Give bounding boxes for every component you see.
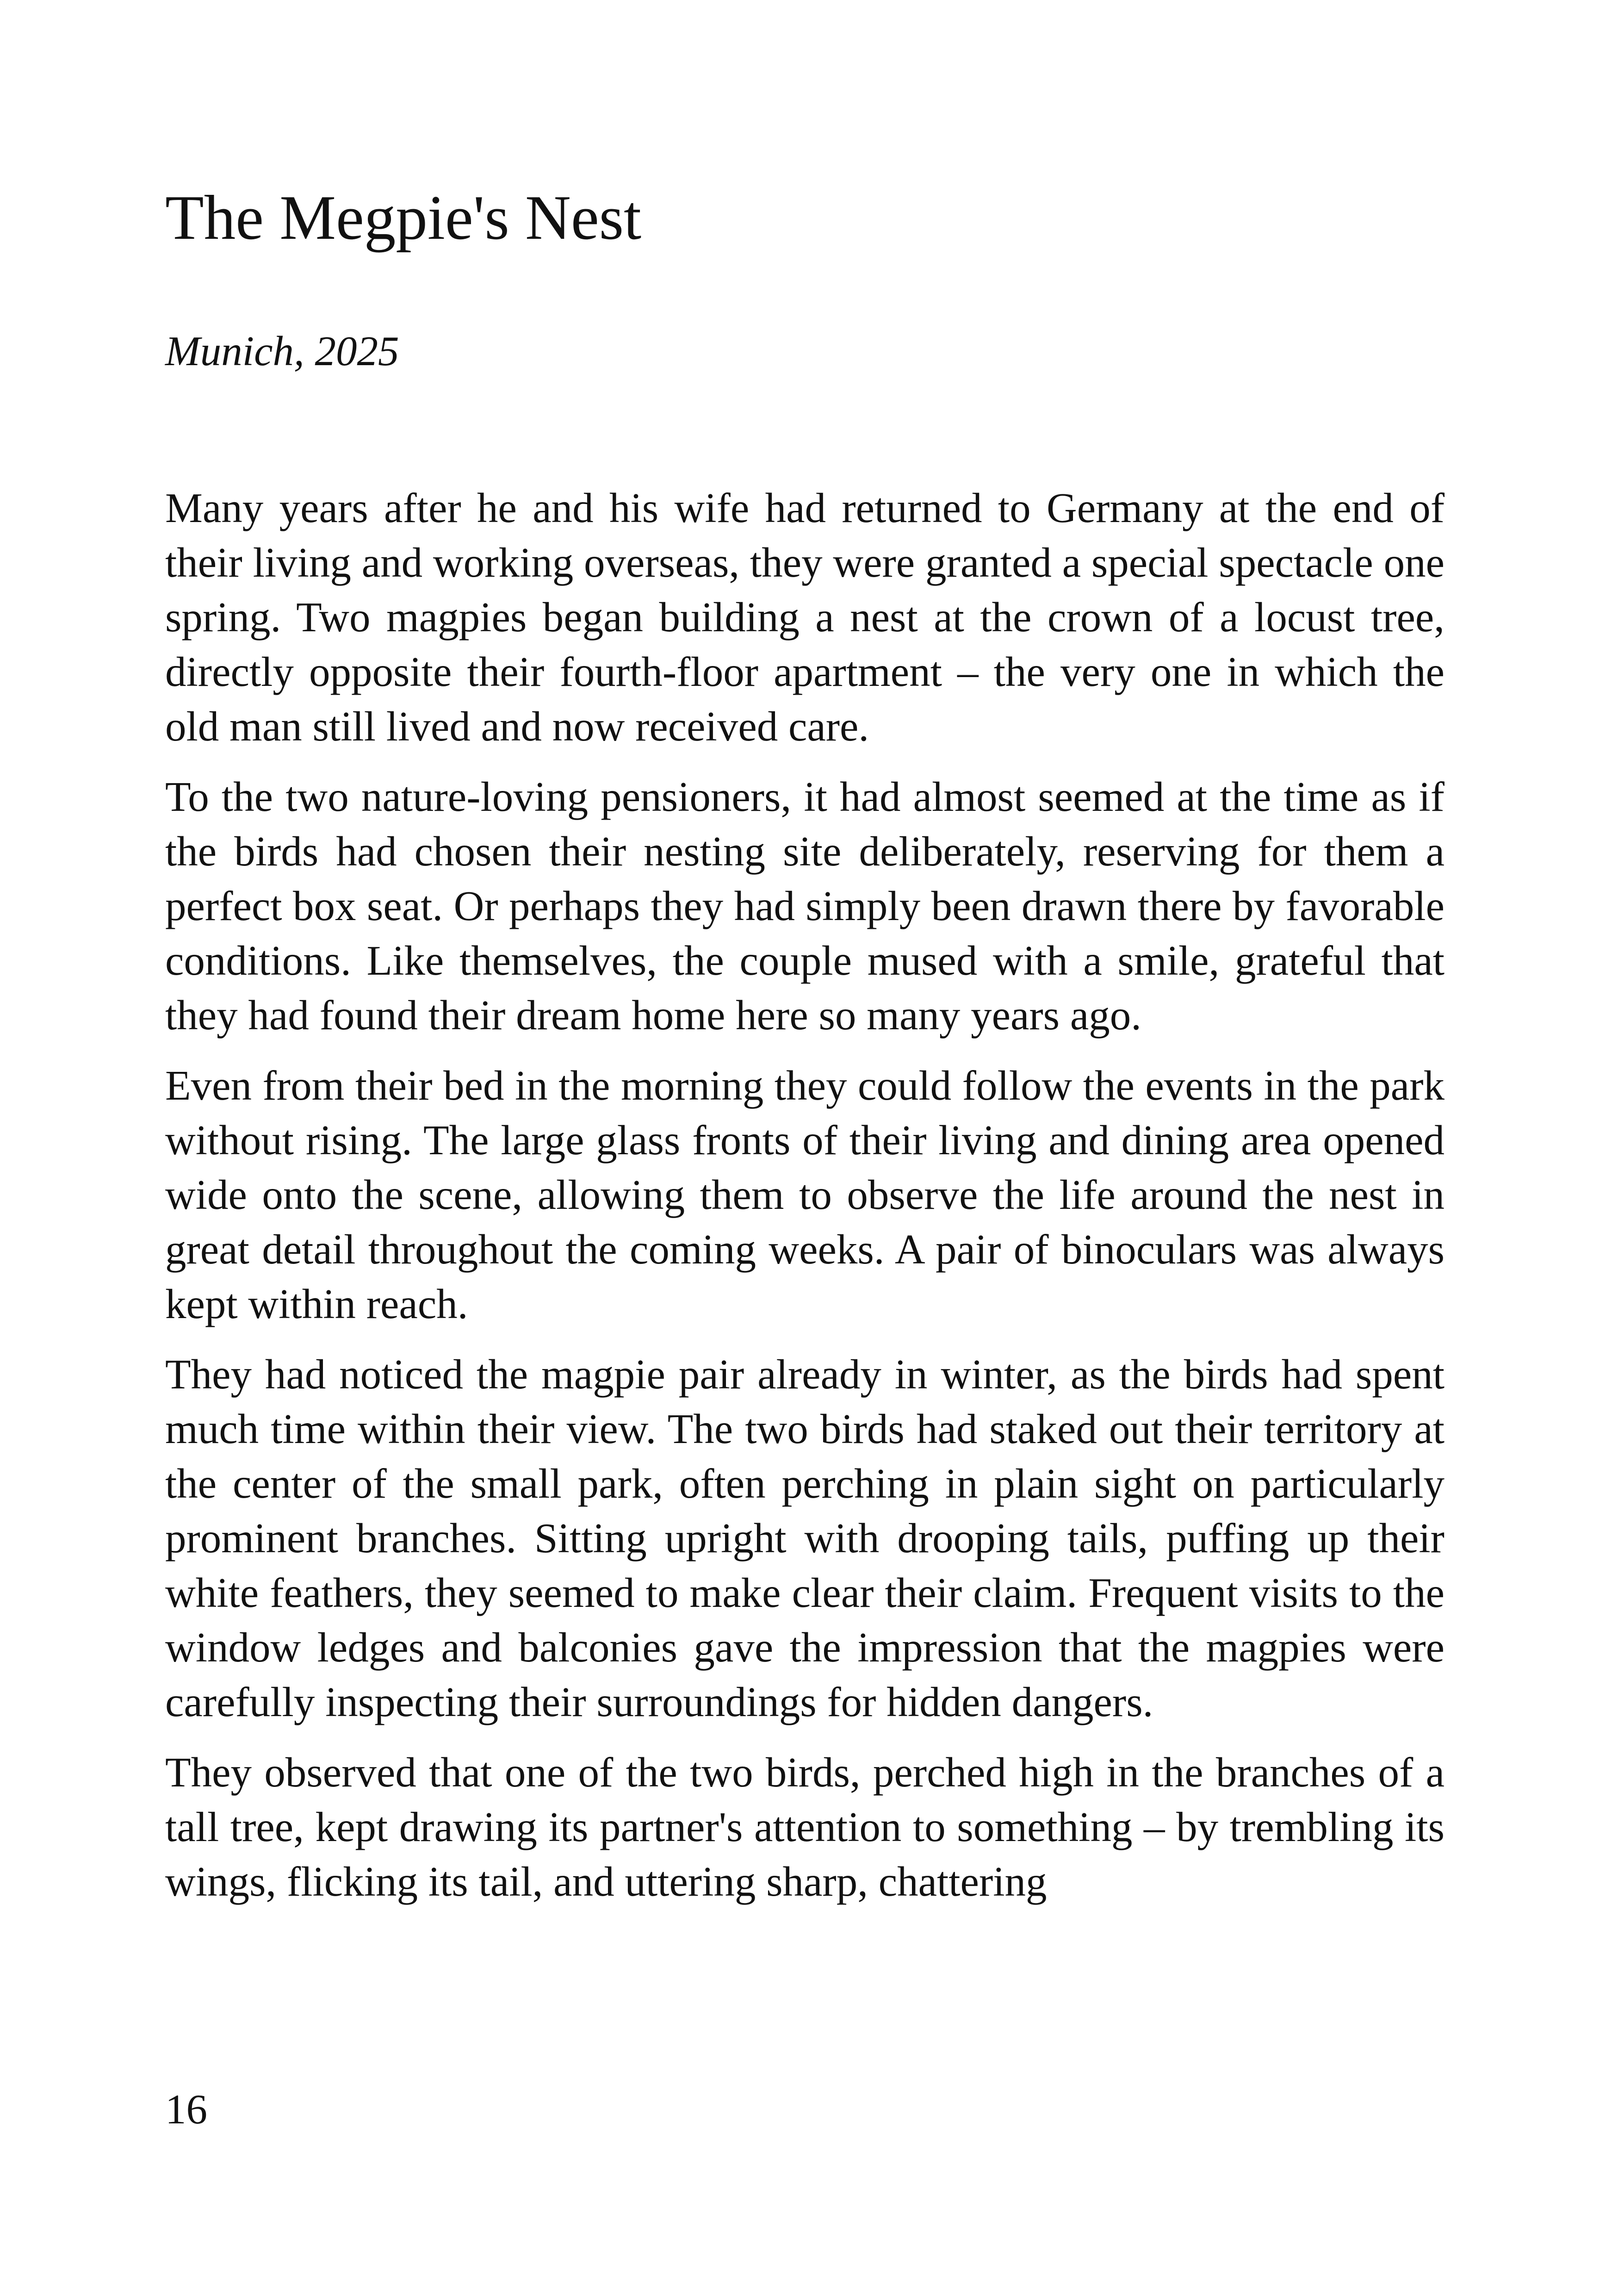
paragraph: Many years after he and his wife had returned to Germany at the end of their living and working overseas, they were granted a special spectacle one spring. Two magpies began building a nest at the crown of a locust tree, directly opposite their fourth-floor apartment – the very one in which the old man still lived and now received care. xyxy=(165,485,1444,750)
paragraph: They observed that one of the two birds, perched high in the branches of a tall tree, kept drawing its partner's attention to something – by trembling its wings, flicking its tail, and uttering sharp, chattering xyxy=(165,1749,1444,1905)
paragraph: To the two nature-loving pensioners, it had almost seemed at the time as if the birds had chosen their nesting site deliberately, reserving for them a perfect box seat. Or perhaps they had simply been drawn there by favorable conditions. Like themselves, the couple mused with a smile, grateful that they had found their dream home here so many years ago. xyxy=(165,773,1444,1039)
paragraph: They had noticed the magpie pair already in winter, as the birds had spent much time within their view. The two birds had staked out their territory at the center of the small park, often perching in plain sight on particularly prominent branches. Sitting upright with drooping tails, puffing up their white feathers, they seemed to make clear their claim. Frequent visits to the window ledges and balconies gave the impression that the magpies were carefully inspecting their surroundings for hidden dangers. xyxy=(165,1351,1444,1725)
page-number: 16 xyxy=(165,2086,207,2133)
body-text xyxy=(165,481,1444,1925)
chapter-dateline: Munich, 2025 xyxy=(165,328,399,374)
paragraph: Even from their bed in the morning they could follow the events in the park without rising. The large glass fronts of their living and dining area opened wide onto the scene, allowing them to observe the life around the nest in great detail throughout the coming weeks. A pair of binoculars was always kept within reach. xyxy=(165,1062,1444,1327)
chapter-title: The Megpie's Nest xyxy=(165,182,642,253)
